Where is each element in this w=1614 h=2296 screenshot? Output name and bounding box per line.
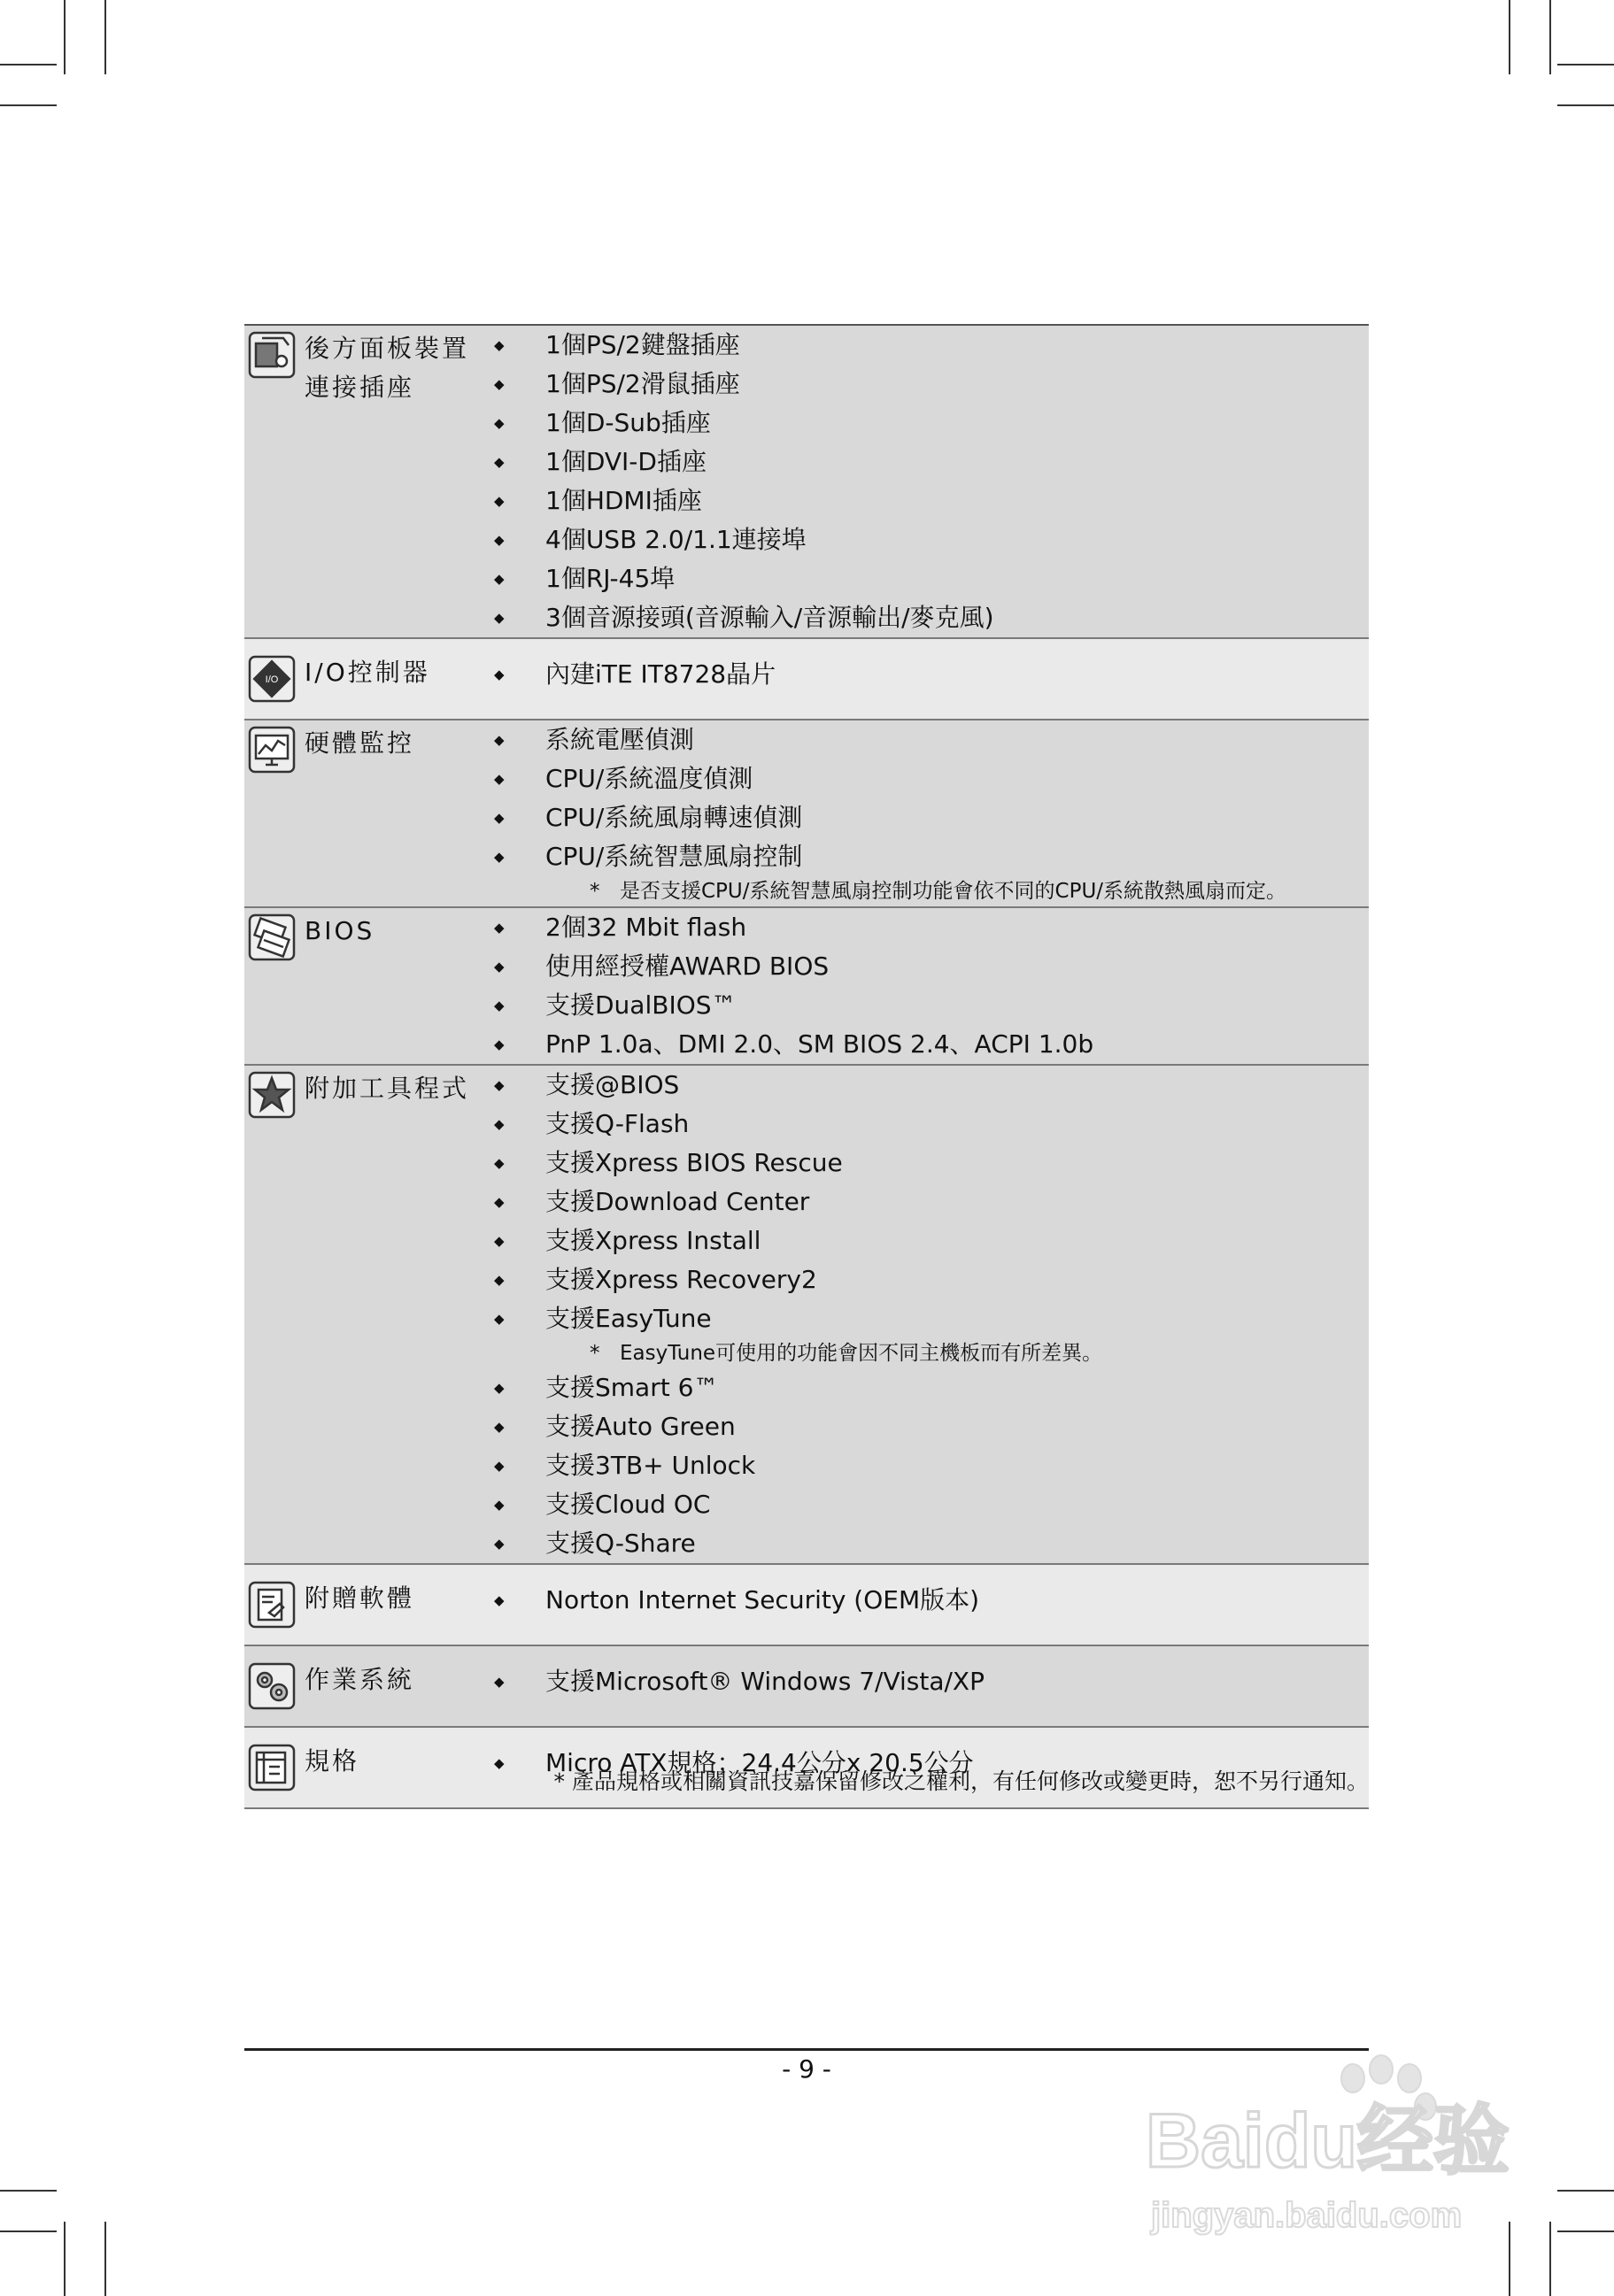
bundled-software-icon (248, 1581, 296, 1629)
bios-chip-icon (248, 913, 296, 961)
spec-item: ◆ 2個32 Mbit flash (485, 908, 1369, 947)
spec-section-label (244, 720, 485, 906)
crop-mark (1509, 0, 1510, 74)
spec-item: ◆ Micro ATX規格；24.4公分x 20.5公分 (485, 1744, 1369, 1783)
spec-item: ◆ 支援Download Center (485, 1183, 1369, 1221)
spec-section-title: 後方面板裝置 連接插座 (305, 334, 470, 402)
crop-mark (64, 2222, 66, 2296)
spec-item: ◆ 1個RJ-45埠 (485, 559, 1369, 598)
spec-item: ◆ 支援3TB+ Unlock (485, 1446, 1369, 1485)
spec-section-label (244, 326, 485, 637)
spec-item-list (485, 639, 1369, 719)
spec-section-label (244, 1646, 485, 1726)
spec-item: ◆ 系統電壓偵測 (485, 720, 1369, 759)
spec-section (244, 326, 1369, 639)
spec-item: ◆ 1個D-Sub插座 (485, 404, 1369, 443)
spec-item-list (485, 1066, 1369, 1563)
spec-item: ◆ 1個PS/2滑鼠插座 (485, 365, 1369, 404)
spec-section-title: I/O控制器 (305, 658, 430, 687)
spec-section-label (244, 1565, 485, 1645)
note-text: 是否支援CPU/系統智慧風扇控制功能會依不同的CPU/系統散熱風扇而定。 (620, 880, 1287, 903)
crop-mark (1557, 2231, 1614, 2232)
spec-section (244, 908, 1369, 1066)
spec-item: ◆ 支援Auto Green (485, 1407, 1369, 1446)
spec-section-title: 硬體監控 (305, 728, 415, 758)
crop-mark (104, 2222, 106, 2296)
spec-section-label (244, 908, 485, 1064)
spec-section-label (244, 639, 485, 719)
spec-item: ◆ 4個USB 2.0/1.1連接埠 (485, 520, 1369, 559)
spec-table (244, 324, 1369, 1809)
crop-mark (1557, 64, 1614, 65)
spec-item: ◆ 支援DualBIOS™ (485, 986, 1369, 1025)
operating-system-gears-icon (248, 1662, 296, 1710)
svg-text:I/O: I/O (265, 674, 279, 685)
form-factor-icon (248, 1744, 296, 1791)
spec-item-list (485, 908, 1369, 1064)
spec-item: ◆ 支援Q-Share (485, 1524, 1369, 1563)
spec-item-list (485, 326, 1369, 637)
spec-item: ◆ 支援Cloud OC (485, 1485, 1369, 1524)
hardware-monitor-icon (248, 726, 296, 774)
spec-section (244, 639, 1369, 720)
spec-item: ◆ 使用經授權AWARD BIOS (485, 947, 1369, 986)
spec-item: ◆ CPU/系統溫度偵測 (485, 759, 1369, 798)
crop-mark (0, 104, 57, 106)
spec-item: ◆ CPU/系統風扇轉速偵測 (485, 798, 1369, 837)
spec-section-title: 附加工具程式 (305, 1074, 470, 1103)
baidu-watermark (1142, 2053, 1532, 2239)
spec-item-list (485, 1646, 1369, 1726)
crop-mark (64, 0, 66, 74)
crop-mark (1549, 2222, 1551, 2296)
crop-mark (0, 2190, 57, 2192)
spec-item: ◆ 3個音源接頭(音源輸入/音源輸出/麥克風) (485, 598, 1369, 637)
spec-item: ◆ CPU/系統智慧風扇控制 (485, 837, 1369, 876)
page-number: - 9 - (782, 2054, 831, 2084)
crop-mark (1557, 2190, 1614, 2192)
spec-item: ◆ 支援@BIOS (485, 1066, 1369, 1105)
spec-item: ◆ 1個HDMI插座 (485, 482, 1369, 520)
note-marker: * (590, 1342, 600, 1365)
spec-section-label (244, 1066, 485, 1563)
crop-mark (0, 64, 57, 65)
spec-section-label (244, 1728, 485, 1807)
note-marker: * (590, 880, 600, 903)
spec-item: ◆ 1個DVI-D插座 (485, 443, 1369, 482)
spec-section-title: 附贈軟體 (305, 1583, 415, 1613)
spec-section-title: 規格 (305, 1746, 360, 1776)
spec-item-list (485, 720, 1369, 906)
spec-item: ◆ 內建iTE IT8728晶片 (485, 655, 1369, 694)
spec-item-list (485, 1565, 1369, 1645)
spec-item: ◆ 支援Xpress BIOS Rescue (485, 1144, 1369, 1183)
spec-item: ◆ 支援Xpress Install (485, 1221, 1369, 1260)
spec-item: ◆ 1個PS/2鍵盤插座 (485, 326, 1369, 365)
io-controller-icon (248, 655, 296, 703)
spec-item: ◆ 支援EasyTune (485, 1299, 1369, 1338)
crop-mark (1549, 0, 1551, 74)
crop-mark (0, 2231, 57, 2232)
watermark-brand: Baidu经验 (1146, 2099, 1510, 2184)
spec-section-title: 作業系統 (305, 1665, 415, 1694)
spec-section-title: BIOS (305, 916, 375, 945)
spec-item: ◆ 支援Xpress Recovery2 (485, 1260, 1369, 1299)
spec-item: ◆ 支援Smart 6™ (485, 1368, 1369, 1407)
spec-item: ◆ 支援Microsoft® Windows 7/Vista/XP (485, 1662, 1369, 1701)
spec-item-note (485, 1338, 1369, 1368)
footnote: * 產品規格或相關資訊技嘉保留修改之權利，有任何修改或變更時，恕不另行通知。 (553, 1768, 1369, 1794)
crop-mark (104, 0, 106, 74)
rear-panel-connector-icon (248, 331, 296, 379)
utility-star-icon (248, 1071, 296, 1119)
spec-section (244, 1646, 1369, 1728)
spec-section (244, 720, 1369, 908)
spec-item: ◆ PnP 1.0a、DMI 2.0、SM BIOS 2.4、ACPI 1.0b (485, 1025, 1369, 1064)
footer-rule (244, 2048, 1369, 2051)
spec-section (244, 1565, 1369, 1646)
spec-item: ◆ 支援Q-Flash (485, 1105, 1369, 1144)
spec-item-note (485, 876, 1369, 906)
watermark-url: jingyan.baidu.com (1151, 2196, 1463, 2235)
note-text: EasyTune可使用的功能會因不同主機板而有所差異。 (620, 1342, 1103, 1365)
spec-section (244, 1066, 1369, 1565)
crop-mark (1557, 104, 1614, 106)
spec-item: ◆ Norton Internet Security (OEM版本) (485, 1581, 1369, 1620)
